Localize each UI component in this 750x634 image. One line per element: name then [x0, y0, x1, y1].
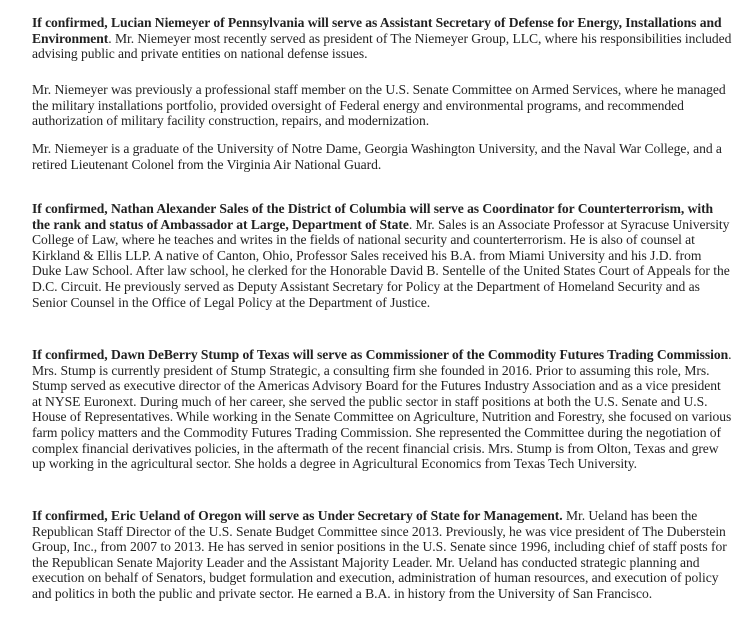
sales-body: . Mr. Sales is an Associate Professor at Syracuse University College of Law, where he teaches and writes in the fields of national security and counterterrorism. He is also of counsel at Kirkland & Ellis LLP. A native of Canton, Ohio, Professor Sales received his B.A. from Miami University and his J.D. from Duke Law School. After law school, he clerked for the Honorable David B. Sentelle of the United States Court of Appeals for the D.C. Circuit. He previously served as Deputy Assistant Secretary for Policy at the Department of Homeland Security and as Senior Counsel in the Office of Legal Policy at the Department of Justice. — [32, 216, 730, 310]
stump-paragraph — [32, 347, 732, 472]
ueland-paragraph — [32, 508, 732, 602]
niemeyer-heading: If confirmed, Lucian Niemeyer of Pennsylvania will serve as Assistant Secretary of Defense for Energy, Installations and Environment — [32, 15, 722, 46]
ueland-heading: If confirmed, Eric Ueland of Oregon will serve as Under Secretary of State for Management. — [32, 508, 563, 523]
ueland-body: Mr. Ueland has been the Republican Staff Director of the U.S. Senate Budget Committee since 2013. Previously, he was vice president of The Duberstein Group, Inc., from 2007 to 2013. He has served in senior positions in the U.S. Senate since 1996, including chief of staff posts for the Republican Senate Majority Leader and the Assistant Majority Leader. Mr. Ueland has conducted strategic planning and execution on behalf of Senators, budget formulation and execution, administration of human resources, and execution of policy and politics in both the public and private sector. He earned a B.A. in history from the University of San Francisco. — [32, 508, 727, 601]
niemeyer-paragraph-1 — [32, 15, 732, 62]
niemeyer-body-1: . Mr. Niemeyer most recently served as president of The Niemeyer Group, LLC, where his responsibilities included advising public and private entities on national defense issues. — [32, 30, 732, 62]
niemeyer-paragraph-3: Mr. Niemeyer is a graduate of the University of Notre Dame, Georgia Washington University, and the Naval War College, and a retired Lieutenant Colonel from the Virginia Air National Guard. — [32, 141, 722, 172]
stump-body: . Mrs. Stump is currently president of Stump Strategic, a consulting firm she founded in 2016. Prior to assuming this role, Mrs. Stump served as executive director of the Americas Advisory Board for the Futures Industry Association and as a vice president at NYSE Euronext. During much of her career, she served the public sector in staff positions at both the U.S. Senate and U.S. House of Representatives. While working in the Senate Committee on Agriculture, Nutrition and Forestry, she focused on various farm policy matters and the Commodity Futures Trading Commission. She represented the Committee during the negotiation of complex financial derivatives policies, in the aftermath of the recent financial crisis. Mrs. Stump is from Olton, Texas and grew up working in the agricultural sector. She holds a degree in Agricultural Economics from Texas Tech University. — [32, 347, 732, 472]
sales-heading: If confirmed, Nathan Alexander Sales of the District of Columbia will serve as Coordinator for Counterterrorism, with the rank and status of Ambassador at Large, Department of State — [32, 201, 714, 232]
sales-paragraph — [32, 201, 732, 310]
niemeyer-paragraph-2: Mr. Niemeyer was previously a professional staff member on the U.S. Senate Committee on Armed Services, where he managed the military installations portfolio, provided oversight of Federal energy and environmental programs, and recommended authorization of military facility construction, repairs, and modernization. — [32, 82, 726, 129]
stump-heading: If confirmed, Dawn DeBerry Stump of Texas will serve as Commissioner of the Commodity Futures Trading Commission — [32, 347, 729, 362]
